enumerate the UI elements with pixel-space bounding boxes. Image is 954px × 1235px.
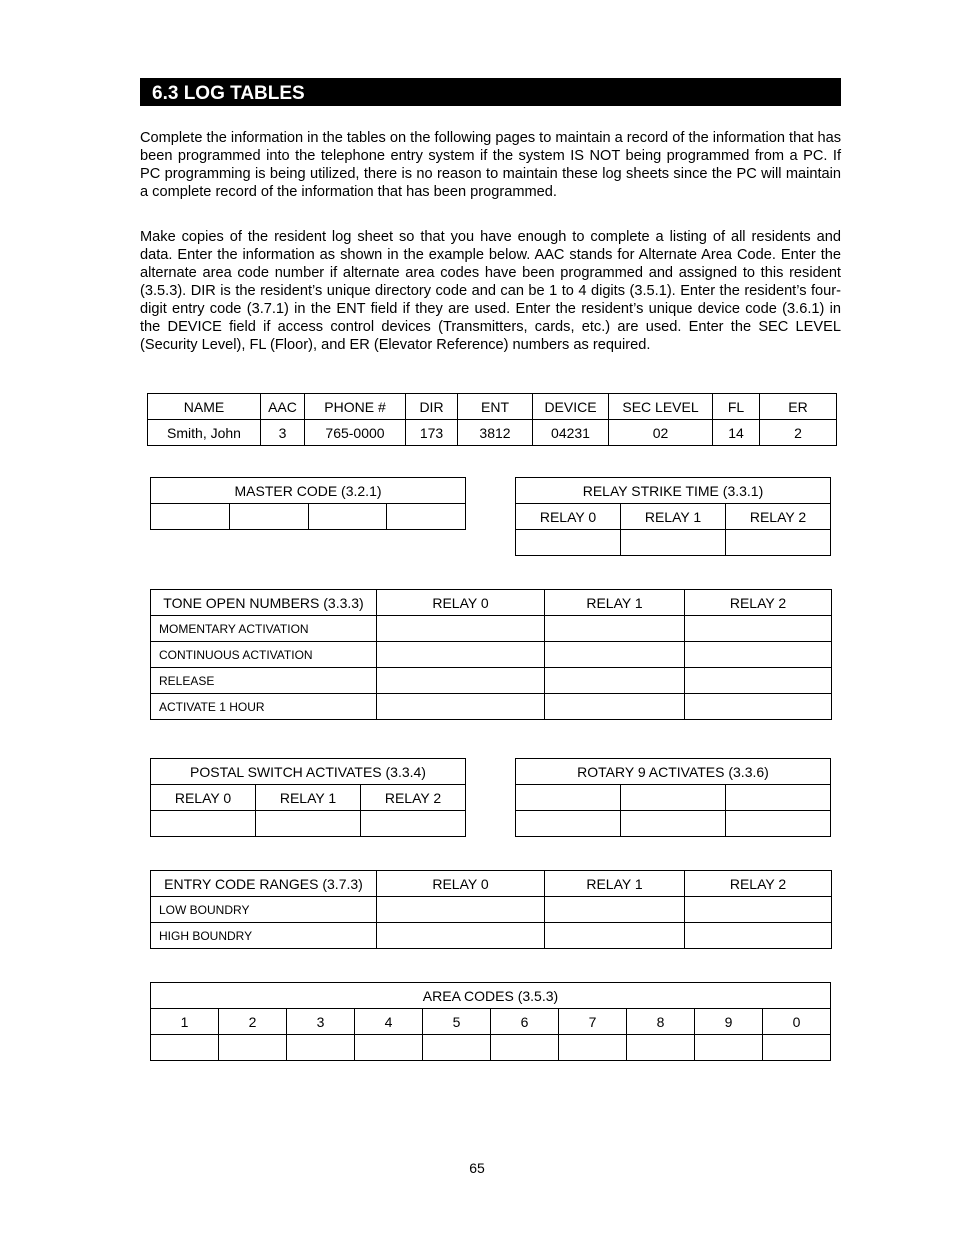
tone-open-title: TONE OPEN NUMBERS (3.3.3) xyxy=(151,590,377,616)
area-code-cell[interactable] xyxy=(491,1035,559,1061)
entry-ranges-cell[interactable] xyxy=(377,897,545,923)
resident-header-row xyxy=(148,394,837,420)
area-code-cell[interactable] xyxy=(287,1035,355,1061)
resident-cell: 14 xyxy=(713,420,760,446)
tone-open-table xyxy=(150,589,832,720)
relay-strike-table xyxy=(515,477,831,556)
tone-open-cell[interactable] xyxy=(685,642,832,668)
resident-cell: 3 xyxy=(261,420,305,446)
master-code-cell[interactable] xyxy=(229,504,308,530)
area-code-cell[interactable] xyxy=(763,1035,831,1061)
area-code-cell[interactable] xyxy=(559,1035,627,1061)
relay-strike-cell[interactable] xyxy=(726,530,831,556)
area-code-digit: 6 xyxy=(491,1009,559,1035)
resident-log-table xyxy=(147,393,837,446)
postal-switch-title: POSTAL SWITCH ACTIVATES (3.3.4) xyxy=(151,759,466,785)
postal-switch-col: RELAY 2 xyxy=(361,785,466,811)
tone-open-cell[interactable] xyxy=(685,694,832,720)
resident-header-cell: DIR xyxy=(406,394,458,420)
resident-example-row xyxy=(148,420,837,446)
section-title: 6.3 LOG TABLES xyxy=(140,78,841,106)
resident-header-cell: AAC xyxy=(261,394,305,420)
area-codes-title: AREA CODES (3.5.3) xyxy=(151,983,831,1009)
relay-strike-col: RELAY 0 xyxy=(516,504,621,530)
entry-ranges-col: RELAY 1 xyxy=(545,871,685,897)
postal-switch-col: RELAY 0 xyxy=(151,785,256,811)
entry-ranges-cell[interactable] xyxy=(685,923,832,949)
entry-code-ranges-table xyxy=(150,870,832,949)
tone-open-cell[interactable] xyxy=(685,668,832,694)
master-code-table xyxy=(150,477,466,530)
resident-header-cell: FL xyxy=(713,394,760,420)
tone-open-cell[interactable] xyxy=(377,642,545,668)
resident-cell: 3812 xyxy=(458,420,533,446)
entry-ranges-cell[interactable] xyxy=(377,923,545,949)
instructions-paragraph: Make copies of the resident log sheet so that you have enough to complete a listing of all residents and data. Enter the information as shown in the example below. AAC stands for Alternate Area Code. Enter the alternate area code number if alternate area codes have been programmed and assigned to this resident (3.5.3). DIR is the resident’s unique directory code and can be 1 to 4 digits (3.5.1). Enter the resident’s four-digit entry code (3.7.1) in the ENT field if they are used. Enter the resident’s unique device code (3.6.1) in the DEVICE field if access control devices (Transmitters, cards, etc.) are used. Enter the SEC LEVEL (Security Level), FL (Floor), and ER (Elevator Reference) numbers as required. xyxy=(140,229,841,353)
area-code-digit: 3 xyxy=(287,1009,355,1035)
rotary-9-cell[interactable] xyxy=(621,785,726,811)
postal-switch-col: RELAY 1 xyxy=(256,785,361,811)
master-code-cell[interactable] xyxy=(387,504,466,530)
resident-cell: 765-0000 xyxy=(305,420,406,446)
relay-strike-cell[interactable] xyxy=(621,530,726,556)
area-codes-table xyxy=(150,982,831,1061)
area-code-digit: 4 xyxy=(355,1009,423,1035)
resident-cell: Smith, John xyxy=(148,420,261,446)
tone-open-col: RELAY 2 xyxy=(685,590,832,616)
area-code-cell[interactable] xyxy=(355,1035,423,1061)
tone-open-cell[interactable] xyxy=(545,642,685,668)
rotary-9-cell[interactable] xyxy=(726,811,831,837)
tone-open-cell[interactable] xyxy=(377,668,545,694)
rotary-9-table xyxy=(515,758,831,837)
relay-strike-col: RELAY 2 xyxy=(726,504,831,530)
master-code-cell[interactable] xyxy=(151,504,230,530)
area-code-digit: 0 xyxy=(763,1009,831,1035)
entry-ranges-cell[interactable] xyxy=(685,897,832,923)
entry-ranges-col: RELAY 0 xyxy=(377,871,545,897)
resident-header-cell: DEVICE xyxy=(533,394,609,420)
resident-header-cell: PHONE # xyxy=(305,394,406,420)
postal-switch-cell[interactable] xyxy=(151,811,256,837)
area-code-digit: 2 xyxy=(219,1009,287,1035)
rotary-9-title: ROTARY 9 ACTIVATES (3.3.6) xyxy=(516,759,831,785)
area-code-cell[interactable] xyxy=(627,1035,695,1061)
intro-paragraph: Complete the information in the tables on the following pages to maintain a record of the information that has been programmed into the telephone entry system if the system IS NOT being programmed from a PC. If PC programming is being utilized, there is no reason to maintain these log sheets since the PC will maintain a complete record of the information that has been programmed. xyxy=(140,130,841,200)
resident-cell: 04231 xyxy=(533,420,609,446)
area-code-digit: 7 xyxy=(559,1009,627,1035)
tone-open-cell[interactable] xyxy=(545,616,685,642)
rotary-9-cell[interactable] xyxy=(726,785,831,811)
rotary-9-cell[interactable] xyxy=(516,811,621,837)
tone-open-row-label: MOMENTARY ACTIVATION xyxy=(151,616,377,642)
master-code-title: MASTER CODE (3.2.1) xyxy=(151,478,466,504)
entry-ranges-cell[interactable] xyxy=(545,897,685,923)
relay-strike-col: RELAY 1 xyxy=(621,504,726,530)
tone-open-row-label: RELEASE xyxy=(151,668,377,694)
resident-cell: 02 xyxy=(609,420,713,446)
page-number: 65 xyxy=(469,1160,485,1176)
area-code-digit: 5 xyxy=(423,1009,491,1035)
area-code-cell[interactable] xyxy=(423,1035,491,1061)
area-code-digit: 8 xyxy=(627,1009,695,1035)
relay-strike-cell[interactable] xyxy=(516,530,621,556)
resident-header-cell: ENT xyxy=(458,394,533,420)
tone-open-cell[interactable] xyxy=(377,694,545,720)
tone-open-col: RELAY 1 xyxy=(545,590,685,616)
area-code-cell[interactable] xyxy=(219,1035,287,1061)
area-code-cell[interactable] xyxy=(151,1035,219,1061)
postal-switch-cell[interactable] xyxy=(256,811,361,837)
rotary-9-cell[interactable] xyxy=(621,811,726,837)
tone-open-row-label: ACTIVATE 1 HOUR xyxy=(151,694,377,720)
entry-ranges-title: ENTRY CODE RANGES (3.7.3) xyxy=(151,871,377,897)
tone-open-cell[interactable] xyxy=(377,616,545,642)
postal-switch-cell[interactable] xyxy=(361,811,466,837)
resident-header-cell: NAME xyxy=(148,394,261,420)
entry-ranges-row-label: LOW BOUNDRY xyxy=(151,897,377,923)
resident-header-cell: SEC LEVEL xyxy=(609,394,713,420)
postal-switch-table xyxy=(150,758,466,837)
resident-header-cell: ER xyxy=(760,394,837,420)
tone-open-cell[interactable] xyxy=(685,616,832,642)
resident-cell: 173 xyxy=(406,420,458,446)
area-code-digit: 1 xyxy=(151,1009,219,1035)
area-code-cell[interactable] xyxy=(695,1035,763,1061)
relay-strike-title: RELAY STRIKE TIME (3.3.1) xyxy=(516,478,831,504)
resident-cell: 2 xyxy=(760,420,837,446)
tone-open-col: RELAY 0 xyxy=(377,590,545,616)
area-code-digit: 9 xyxy=(695,1009,763,1035)
master-code-cell[interactable] xyxy=(308,504,387,530)
entry-ranges-row-label: HIGH BOUNDRY xyxy=(151,923,377,949)
tone-open-cell[interactable] xyxy=(545,668,685,694)
entry-ranges-cell[interactable] xyxy=(545,923,685,949)
tone-open-row-label: CONTINUOUS ACTIVATION xyxy=(151,642,377,668)
rotary-9-cell[interactable] xyxy=(516,785,621,811)
entry-ranges-col: RELAY 2 xyxy=(685,871,832,897)
tone-open-cell[interactable] xyxy=(545,694,685,720)
